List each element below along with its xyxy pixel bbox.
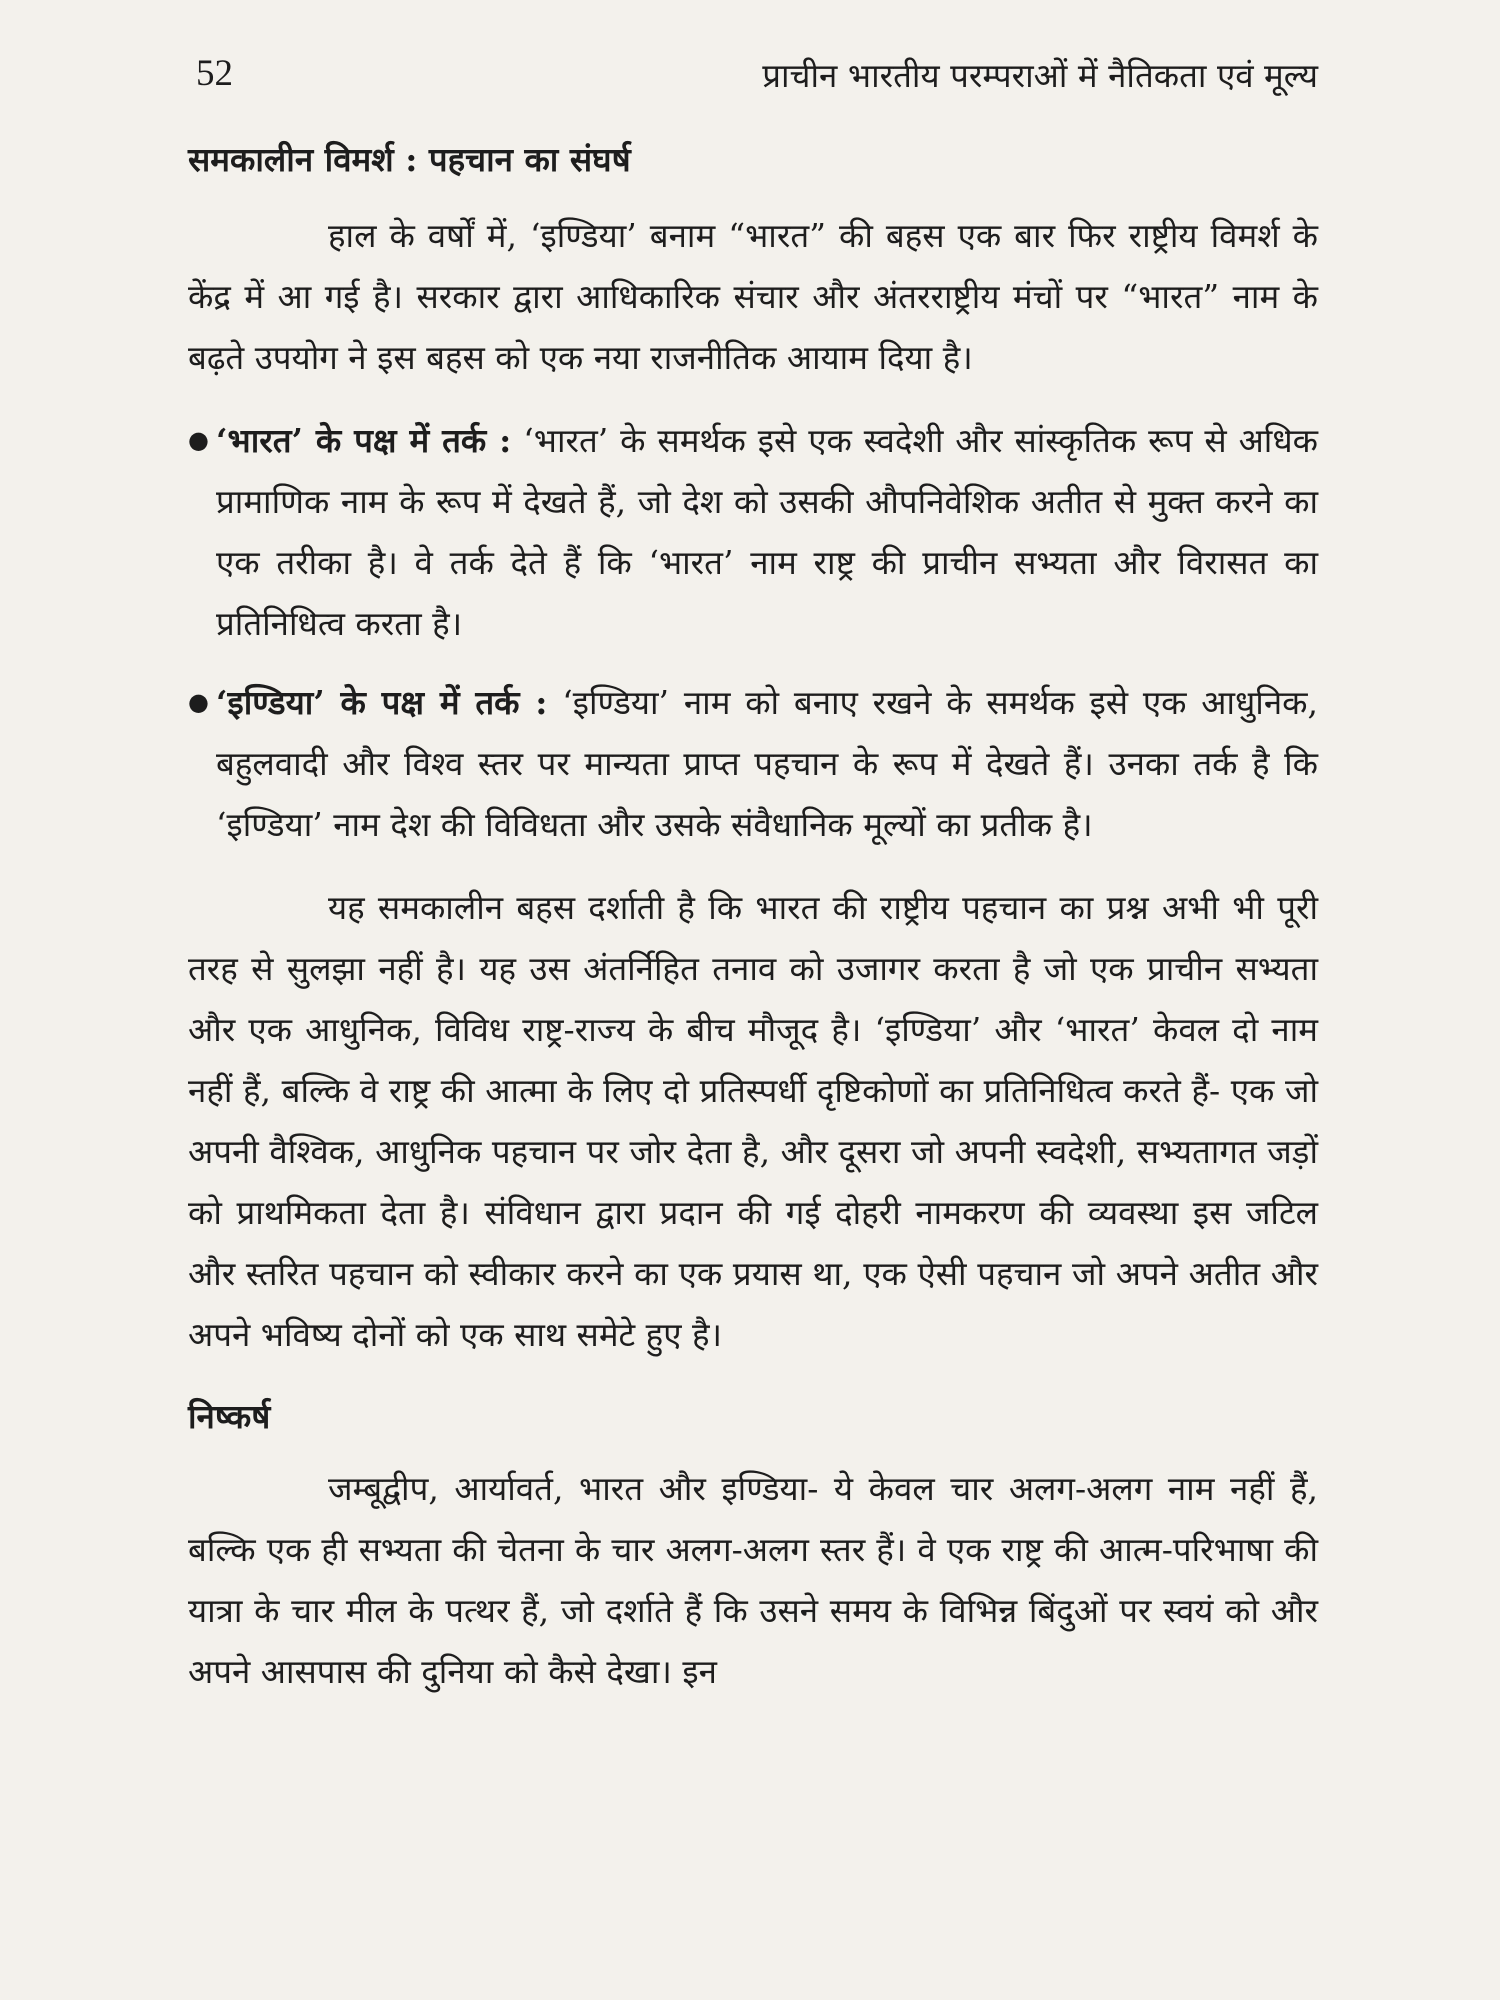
bullet-icon: ● xyxy=(188,688,209,716)
intro-paragraph: हाल के वर्षों में, ‘इण्डिया’ बनाम “भारत” की बहस एक बार फिर राष्ट्रीय विमर्श के केंद्र में आ गई है। सरकार द्वारा आधिकारिक संचार और अंतरराष्ट्रीय मंचों पर “भारत” नाम के बढ़ते उपयोग ने इस बहस को एक नया राजनीतिक आयाम दिया है। xyxy=(188,216,1318,377)
page-number: 52 xyxy=(196,53,233,94)
argument-list xyxy=(188,410,1318,855)
argument-term: ‘इण्डिया’ के पक्ष में तर्क : xyxy=(216,683,548,722)
closing-paragraph: यह समकालीन बहस दर्शाती है कि भारत की राष्ट्रीय पहचान का प्रश्न अभी भी पूरी तरह से सुलझा नहीं है। यह उस अंतर्निहित तनाव को उजागर करता है जो एक प्राचीन सभ्यता और एक आधुनिक, विविध राष्ट्र-राज्य के बीच मौजूद है। ‘इण्डिया’ और ‘भारत’ केवल दो नाम नहीं हैं, बल्कि वे राष्ट्र की आत्मा के लिए दो प्रतिस्पर्धी दृष्टिकोणों का प्रतिनिधित्व करते हैं- एक जो अपनी वैश्विक, आधुनिक पहचान पर जोर देता है, और दूसरा जो अपनी स्वदेशी, सभ्यतागत जड़ों को प्राथमिकता देता है। संविधान द्वारा प्रदान की गई दोहरी नामकरण की व्यवस्था इस जटिल और स्तरित पहचान को स्वीकार करने का एक प्रयास था, एक ऐसी पहचान जो अपने अतीत और अपने भविष्य दोनों को एक साथ समेटे हुए है। xyxy=(188,888,1318,1354)
book-page xyxy=(188,52,1318,1702)
argument-text: ‘भारत’ के समर्थक इसे एक स्वदेशी और सांस्कृतिक रूप से अधिक प्रामाणिक नाम के रूप में देखते हैं, जो देश को उसकी औपनिवेशिक अतीत से मुक्त करने का एक तरीका है। वे तर्क देते हैं कि ‘भारत’ नाम राष्ट्र की प्राचीन सभ्यता और विरासत का प्रतिनिधित्व करता है। xyxy=(216,421,1318,643)
section-heading: समकालीन विमर्श : पहचान का संघर्ष xyxy=(188,140,631,179)
argument-item-india xyxy=(188,672,1318,855)
bullet-icon: ● xyxy=(188,426,209,454)
argument-term: ‘भारत’ के पक्ष में तर्क : xyxy=(216,421,512,460)
argument-text: ‘इण्डिया’ नाम को बनाए रखने के समर्थक इसे एक आधुनिक, बहुलवादी और विश्व स्तर पर मान्यता प्राप्त पहचान के रूप में देखते हैं। उनका तर्क है कि ‘इण्डिया’ नाम देश की विविधता और उसके संवैधानिक मूल्यों का प्रतीक है। xyxy=(216,683,1318,844)
conclusion-paragraph: जम्बूद्वीप, आर्यावर्त, भारत और इण्डिया- ये केवल चार अलग-अलग नाम नहीं हैं, बल्कि एक ही सभ्यता की चेतना के चार अलग-अलग स्तर हैं। वे एक राष्ट्र की आत्म-परिभाषा की यात्रा के चार मील के पत्थर हैं, जो दर्शाते हैं कि उसने समय के विभिन्न बिंदुओं पर स्वयं को और अपने आसपास की दुनिया को कैसे देखा। इन xyxy=(188,1469,1318,1691)
page-header xyxy=(188,52,1318,108)
conclusion-heading: निष्कर्ष xyxy=(188,1397,271,1436)
argument-item-bharat xyxy=(188,410,1318,654)
running-title: प्राचीन भारतीय परम्पराओं में नैतिकता एवं मूल्य xyxy=(762,56,1318,95)
